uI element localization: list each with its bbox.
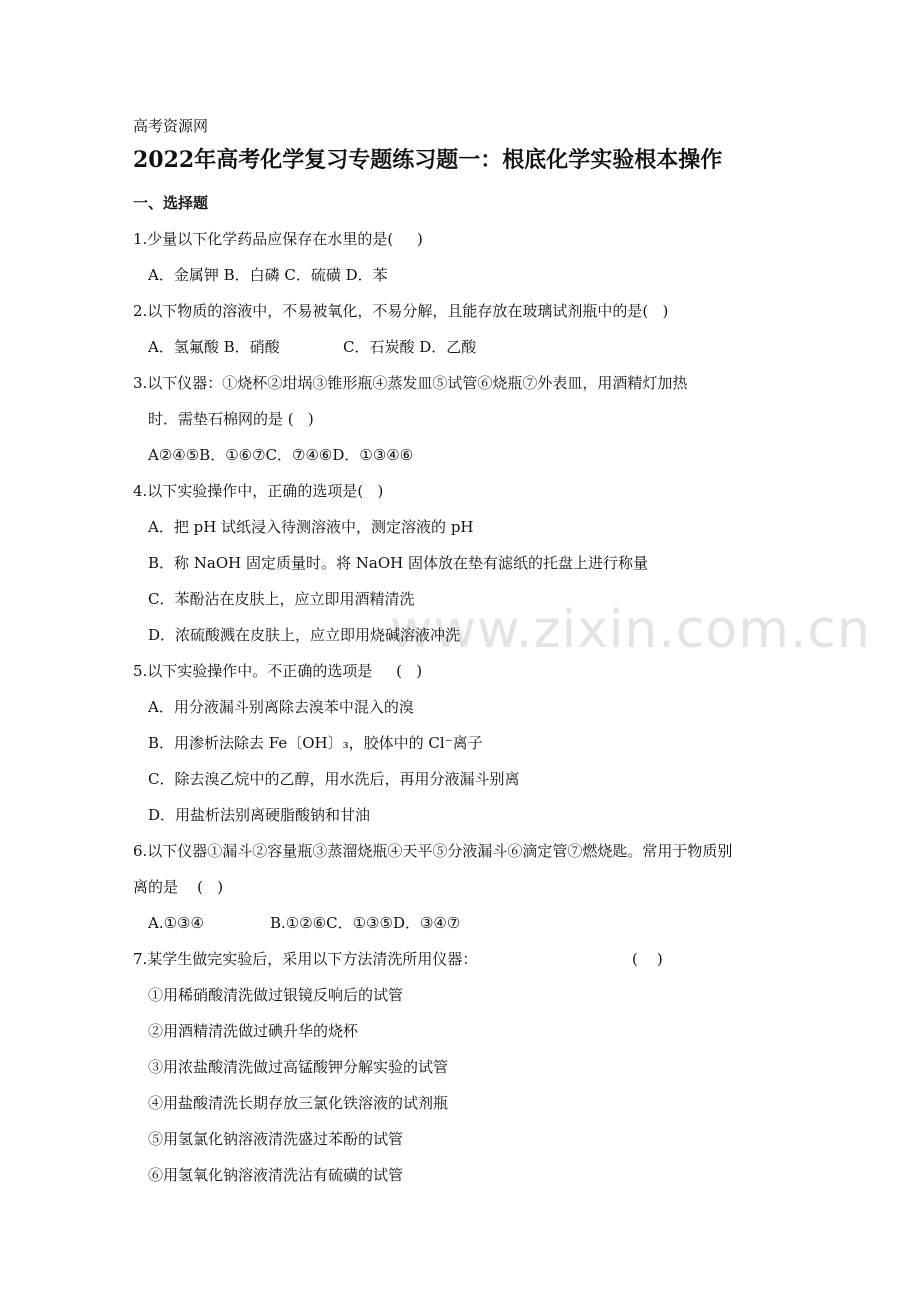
question-2-stem: 2.以下物质的溶液中，不易被氧化，不易分解，且能存放在玻璃试剂瓶中的是( ) [133, 302, 669, 320]
question-4-option-c: C．苯酚沾在皮肤上，应立即用酒精清洗 [148, 590, 415, 608]
question-7-answer-paren: ( ) [632, 950, 663, 968]
question-6-stem-line2: 离的是 ( ) [133, 878, 224, 896]
question-7-item: ①用稀硝酸清洗做过银镜反响后的试管 [148, 986, 404, 1004]
question-6-options-bcd: B.①②⑥C．①③⑤D．③④⑦ [270, 914, 461, 932]
question-7-item: ⑥用氢氧化钠溶液清洗沾有硫磺的试管 [148, 1166, 404, 1184]
document-title: 2022年高考化学复习专题练习题一：根底化学实验根本操作 [133, 147, 723, 173]
question-4-stem: 4.以下实验操作中，正确的选项是( ) [133, 482, 384, 500]
question-7-item: ⑤用氢氯化钠溶液清洗盛过苯酚的试管 [148, 1130, 404, 1148]
question-7-item: ③用浓盐酸清洗做过高锰酸钾分解实验的试管 [148, 1058, 449, 1076]
watermark: www.zixin.com.cn [390, 600, 871, 660]
question-4-option-a: A．把 pH 试纸浸入待测溶液中，测定溶液的 pH [148, 518, 474, 536]
question-7-item: ④用盐酸清洗长期存放三氯化铁溶液的试剂瓶 [148, 1094, 449, 1112]
question-1-options: A．金属钾 B．白磷 C．硫磺 D．苯 [148, 266, 388, 284]
source-header: 高考资源网 [133, 117, 209, 135]
question-1-stem: 1.少量以下化学药品应保存在水里的是( ) [133, 230, 423, 248]
question-2-options-ab: A．氢氟酸 B．硝酸 [148, 338, 280, 356]
question-4-option-b: B．称 NaOH 固定质量时。将 NaOH 固体放在垫有滤纸的托盘上进行称量 [148, 554, 648, 572]
question-4-option-d: D．浓硫酸溅在皮肤上，应立即用烧碱溶液冲洗 [148, 626, 461, 644]
question-6-stem-line1: 6.以下仪器①漏斗②容量瓶③蒸溜烧瓶④天平⑤分液漏斗⑥滴定管⑦燃烧匙。常用于物质别 [133, 842, 733, 860]
question-5-option-d: D．用盐析法别离硬脂酸钠和甘油 [148, 806, 371, 824]
question-3-options: A②④⑤B．①⑥⑦C．⑦④⑥D．①③④⑥ [148, 446, 414, 464]
question-5-option-a: A．用分液漏斗别离除去溴苯中混入的溴 [148, 698, 414, 716]
question-3-stem-line2: 时．需垫石棉网的是 ( ) [148, 410, 314, 428]
section-heading: 一、选择题 [133, 194, 209, 212]
question-5-option-c: C．除去溴乙烷中的乙醇，用水洗后，再用分液漏斗别离 [148, 770, 520, 788]
question-2-options-cd: C．石炭酸 D．乙酸 [343, 338, 477, 356]
question-6-option-a: A.①③④ [148, 914, 204, 932]
question-7-stem: 7.某学生做完实验后，采用以下方法清洗所用仪器： [133, 950, 478, 968]
question-5-option-b: B．用渗析法除去 Fe〔OH〕₃，胶体中的 Cl⁻离子 [148, 734, 483, 752]
question-7-item: ②用酒精清洗做过碘升华的烧杯 [148, 1022, 359, 1040]
question-5-stem: 5.以下实验操作中。不正确的选项是 ( ) [133, 662, 423, 680]
question-3-stem-line1: 3.以下仪器：①烧杯②坩埚③锥形瓶④蒸发皿⑤试管⑥烧瓶⑦外表皿，用酒精灯加热 [133, 374, 688, 392]
